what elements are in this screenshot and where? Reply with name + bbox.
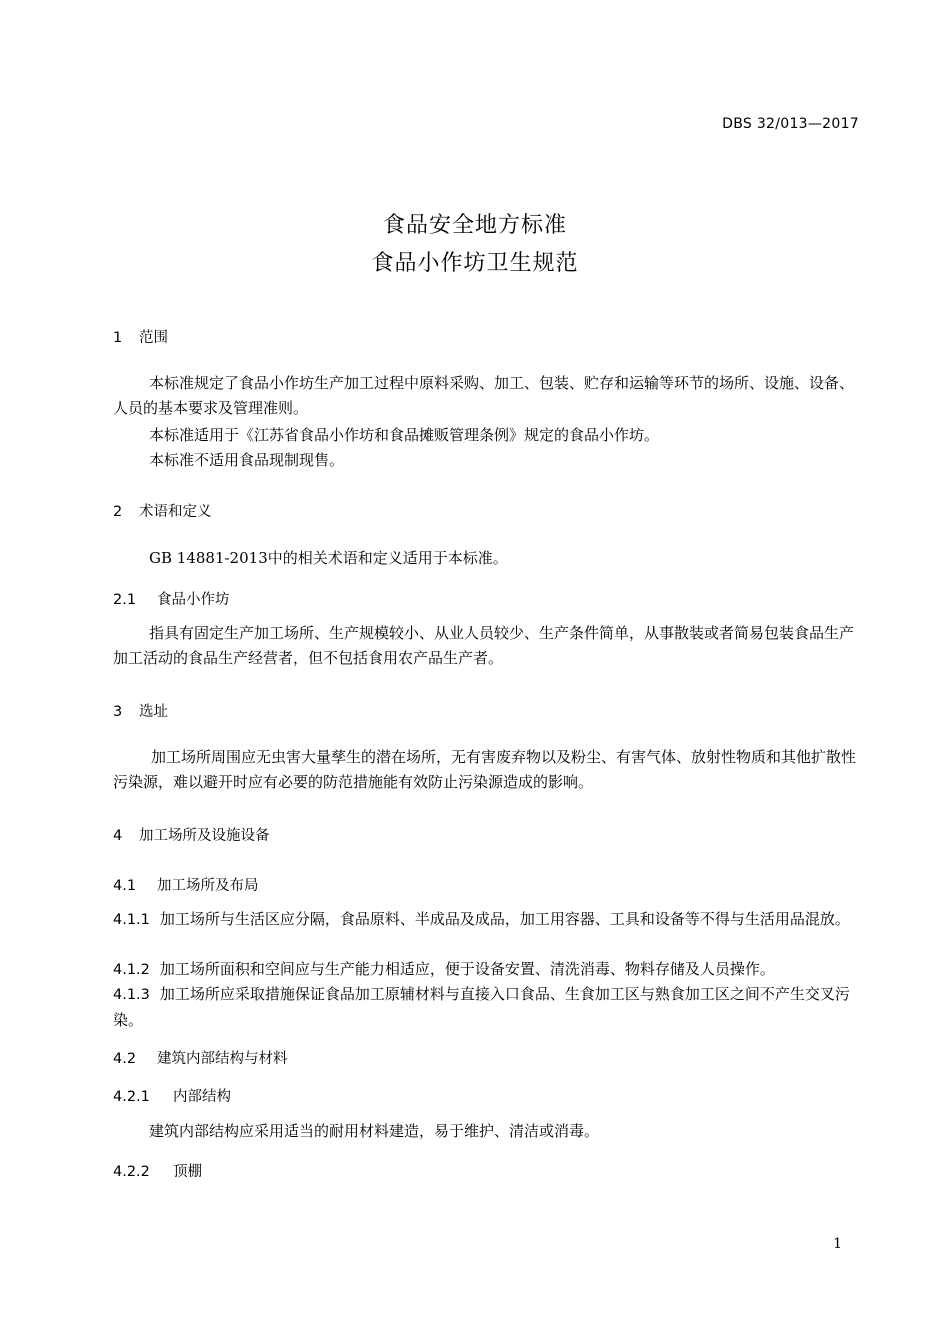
- section-heading-4-2-1: [113, 1085, 231, 1106]
- section-title: 范围: [139, 330, 168, 346]
- section-number: 4.1: [113, 878, 137, 894]
- section-title: 选址: [139, 704, 168, 720]
- section-heading-4-1: [113, 874, 259, 895]
- section-heading-2-1: [113, 588, 230, 609]
- paragraph: 建筑内部结构应采用适当的耐用材料建造，易于维护、清洁或消毒。: [149, 1122, 600, 1140]
- section-number: 4.2: [113, 1051, 137, 1067]
- clause-number: 4.1.1: [113, 912, 150, 928]
- section-title: 建筑内部结构与材料: [157, 1051, 288, 1067]
- section-number: 2.1: [113, 592, 137, 608]
- section-title: 食品小作坊: [157, 592, 230, 608]
- clause-number: 4.1.3: [113, 987, 150, 1003]
- document-title-line1: 食品安全地方标准: [382, 213, 567, 238]
- section-heading-4: [113, 824, 270, 845]
- clause-4-1-1: [113, 907, 861, 933]
- document-title-line2: 食品小作坊卫生规范: [371, 251, 579, 276]
- document-code: DBS 32/013—2017: [722, 116, 859, 132]
- clause-text: 加工场所面积和空间应与生产能力相适应，便于设备安置、清洗消毒、物料存储及人员操作。: [159, 960, 775, 978]
- section-title: 术语和定义: [139, 504, 212, 520]
- section-number: 4.2.2: [113, 1164, 150, 1180]
- clause-number: 4.1.2: [113, 962, 150, 978]
- section-title: 加工场所及布局: [157, 878, 259, 894]
- section-heading-1: [113, 326, 168, 347]
- section-heading-3: [113, 700, 168, 721]
- clause-text: 加工场所应采取措施保证食品加工原辅材料与直接入口食品、生食加工区与熟食加工区之间不产生交叉污染。: [113, 985, 850, 1029]
- section-heading-4-2: [113, 1047, 288, 1068]
- section-title: 加工场所及设施设备: [139, 828, 270, 844]
- paragraph: 本标准不适用食品现制现售。: [149, 451, 345, 469]
- section-number: 4: [113, 828, 123, 844]
- section-number: 1: [113, 330, 123, 346]
- clause-text: 加工场所与生活区应分隔，食品原料、半成品及成品，加工用容器、工具和设备等不得与生活用品混放。: [159, 910, 850, 928]
- paragraph: 指具有固定生产加工场所、生产规模较小、从业人员较少、生产条件简单，从事散装或者简易包装食品生产加工活动的食品生产经营者，但不包括食用农产品生产者。: [113, 624, 855, 667]
- section-title: 内部结构: [173, 1089, 231, 1105]
- section-number: 4.2.1: [113, 1089, 150, 1105]
- section-heading-2: [113, 500, 212, 521]
- paragraph: 本标准适用于《江苏省食品小作坊和食品摊贩管理条例》规定的食品小作坊。: [149, 426, 660, 444]
- page-number: 1: [833, 1236, 842, 1252]
- paragraph: GB 14881-2013中的相关术语和定义适用于本标准。: [149, 549, 508, 567]
- paragraph: 本标准规定了食品小作坊生产加工过程中原料采购、加工、包装、贮存和运输等环节的场所、设施、设备、人员的基本要求及管理准则。: [113, 374, 855, 417]
- clause-4-1-3: [113, 982, 861, 1033]
- section-number: 3: [113, 704, 123, 720]
- section-title: 顶棚: [173, 1164, 202, 1180]
- section-heading-4-2-2: [113, 1160, 202, 1181]
- paragraph: 加工场所周围应无虫害大量孳生的潜在场所，无有害废弃物以及粉尘、有害气体、放射性物质和其他扩散性污染源，难以避开时应有必要的防范措施能有效防止污染源造成的影响。: [113, 748, 857, 791]
- clause-4-1-2: [113, 957, 861, 983]
- section-number: 2: [113, 504, 123, 520]
